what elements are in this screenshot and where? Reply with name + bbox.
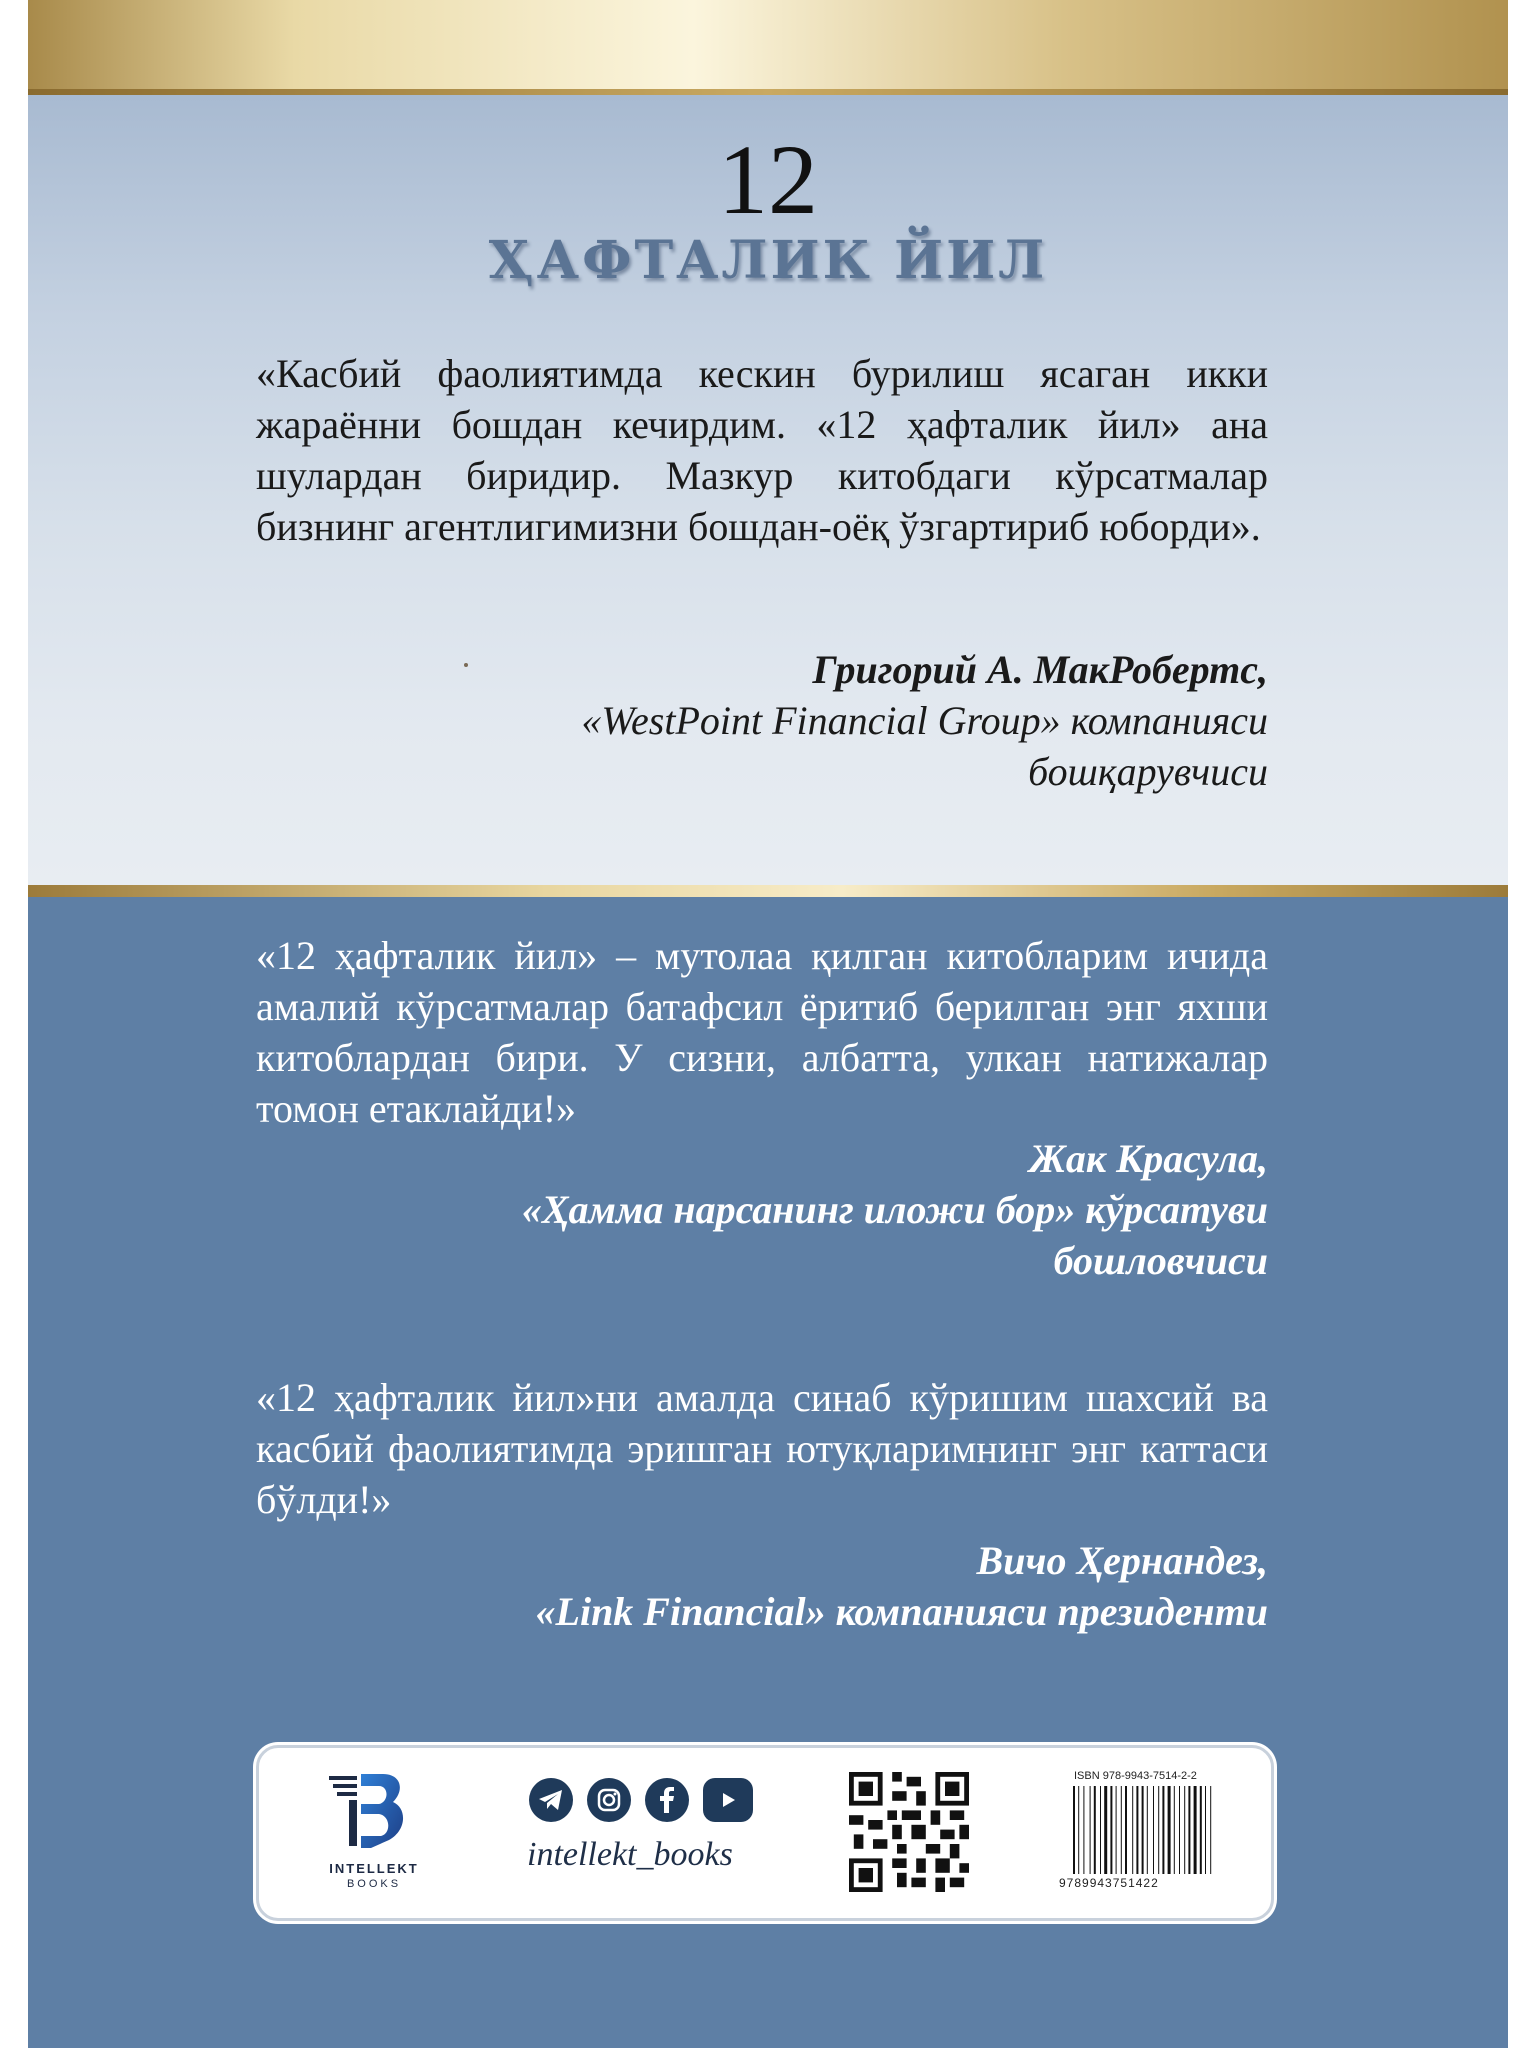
barcode-bar	[1174, 1786, 1175, 1874]
publisher-panel	[256, 1745, 1274, 1921]
quote-3-author: Вичо Ҳернандез,	[976, 1538, 1268, 1583]
isbn-label: ISBN 978-9943-7514-2-2	[1074, 1770, 1197, 1782]
quote-3-text: «12 ҳафталик йил»ни амалда синаб кўришим шахсий ва касбий фаолиятимда эришган ютуқларимнинг энг каттаси бўлди!»	[256, 1375, 1268, 1522]
barcode-bars	[1071, 1786, 1241, 1874]
barcode-bar	[1153, 1786, 1154, 1874]
isbn-barcode	[1059, 1770, 1249, 1896]
barcode-bar	[1078, 1786, 1079, 1874]
quote-2-author: Жак Красула,	[1029, 1136, 1268, 1181]
quote-1-role-line1: «WestPoint Financial Group» компанияси	[581, 698, 1268, 743]
social-icons	[529, 1778, 753, 1822]
title-number: 12	[718, 124, 818, 235]
logo-mark-icon	[327, 1768, 407, 1858]
gold-top-band	[28, 0, 1508, 95]
barcode-bar	[1090, 1786, 1091, 1874]
barcode-bar	[1110, 1786, 1112, 1874]
quote-1-author: Григорий А. МакРобертс,	[812, 647, 1268, 692]
barcode-bar	[1162, 1786, 1164, 1874]
barcode-bar	[1184, 1786, 1185, 1874]
instagram-icon[interactable]	[587, 1778, 631, 1822]
youtube-icon[interactable]	[703, 1778, 753, 1822]
barcode-bar	[1073, 1786, 1075, 1874]
barcode-bar	[1094, 1786, 1096, 1874]
barcode-bar	[1136, 1786, 1138, 1874]
quote-2-text: «12 ҳафталик йил» – мутолаа қилган китобларим ичида амалий кўрсатмалар батафсил ёритиб берилган энг яхши китоблардан бири. У сизни, албатта, улкан натижалар томон етаклайди!»	[256, 933, 1268, 1131]
barcode-bar	[1104, 1786, 1107, 1874]
barcode-bar	[1168, 1786, 1171, 1874]
barcode-bar	[1210, 1786, 1211, 1874]
qr-code[interactable]	[849, 1772, 969, 1892]
logo-name: INTELLEKT	[329, 1861, 419, 1876]
barcode-bar	[1200, 1786, 1202, 1874]
quote-2-role-line1: «Ҳамма нарсанинг иложи бор» кўрсатуви	[521, 1187, 1268, 1232]
barcode-bar	[1158, 1786, 1159, 1874]
quote-1-role-line2: бошқарувчиси	[1028, 749, 1268, 794]
barcode-bar	[1116, 1786, 1117, 1874]
quote-3-role-line1: «Link Financial» компанияси президенти	[535, 1589, 1268, 1634]
social-handle[interactable]: intellekt_books	[527, 1836, 733, 1873]
barcode-bar	[1205, 1786, 1206, 1874]
barcode-bar	[1179, 1786, 1180, 1874]
barcode-bar	[1188, 1786, 1190, 1874]
barcode-bar	[1132, 1786, 1133, 1874]
barcode-bar	[1194, 1786, 1197, 1874]
barcode-number: 9789943751422	[1059, 1876, 1159, 1890]
quote-2-attribution	[256, 1133, 1268, 1286]
quote-1-text: «Касбий фаолиятимда кескин бурилиш ясаган икки жараённи бошдан кечирдим. «12 ҳафталик йил» ана шулардан биридир. Мазкур китобдаги кўрсатмалар бизнинг агентлигимизни бошдан-оёқ ўзгартириб юборди».	[256, 351, 1268, 549]
barcode-bar	[1121, 1786, 1122, 1874]
barcode-bar	[1142, 1786, 1144, 1874]
barcode-bar	[1147, 1786, 1148, 1874]
facebook-icon[interactable]	[645, 1778, 689, 1822]
publisher-logo	[309, 1768, 419, 1898]
barcode-bar	[1083, 1786, 1084, 1874]
quote-1-attribution	[256, 644, 1268, 797]
book-back-cover	[28, 0, 1508, 2048]
barcode-bar	[1100, 1786, 1101, 1874]
barcode-bar	[1125, 1786, 1127, 1874]
quote-2-role-line2: бошловчиси	[1053, 1238, 1268, 1283]
logo-sub: BOOKS	[346, 1878, 402, 1890]
quote-3-attribution	[256, 1535, 1268, 1637]
telegram-icon[interactable]	[529, 1778, 573, 1822]
gold-divider	[28, 885, 1508, 897]
title-word: ҲАФТАЛИК ЙИЛ	[488, 230, 1048, 291]
